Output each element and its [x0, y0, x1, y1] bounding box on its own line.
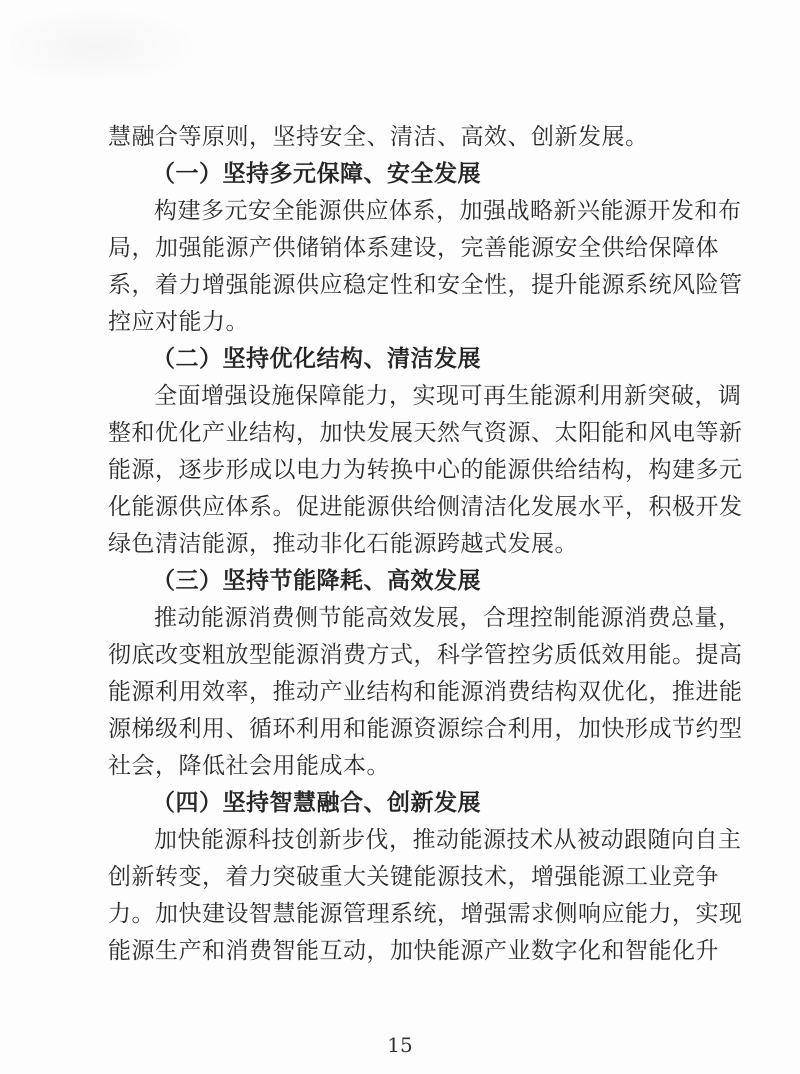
body-line: 创新转变，着力突破重大关键能源技术，增强能源工业竞争: [108, 864, 719, 890]
section-heading-3: （三）坚持节能降耗、高效发展: [152, 568, 481, 594]
body-line: 绿色清洁能源，推动非化石能源跨越式发展。: [108, 531, 578, 557]
body-line: 彻底改变粗放型能源消费方式，科学管控劣质低效用能。提高: [108, 642, 743, 668]
body-line: 力。加快建设智慧能源管理系统，增强需求侧响应能力，实现: [108, 901, 743, 927]
section-heading-1: （一）坚持多元保障、安全发展: [152, 161, 481, 187]
scan-smudge: [10, 8, 200, 78]
body-line: 全面增强设施保障能力，实现可再生能源利用新突破，调: [154, 383, 742, 409]
body-line: 慧融合等原则，坚持安全、清洁、高效、创新发展。: [108, 124, 649, 150]
body-line: 控应对能力。: [108, 309, 249, 335]
body-line: 推动能源消费侧节能高效发展，合理控制能源消费总量，: [154, 605, 742, 631]
body-line: 局，加强能源产供储销体系建设，完善能源安全供给保障体: [108, 235, 719, 261]
page-number: 15: [387, 1033, 413, 1057]
body-line: 源梯级利用、循环利用和能源资源综合利用，加快形成节约型: [108, 716, 743, 742]
body-line: 化能源供应体系。促进能源供给侧清洁化发展水平，积极开发: [108, 494, 743, 520]
body-line: 能源利用效率，推动产业结构和能源消费结构双优化，推进能: [108, 679, 743, 705]
body-line: 能源，逐步形成以电力为转换中心的能源供给结构，构建多元: [108, 457, 743, 483]
body-line: 整和优化产业结构，加快发展天然气资源、太阳能和风电等新: [108, 420, 743, 446]
section-heading-4: （四）坚持智慧融合、创新发展: [152, 790, 481, 816]
body-line: 能源生产和消费智能互动，加快能源产业数字化和智能化升: [108, 938, 719, 964]
body-line: 加快能源科技创新步伐，推动能源技术从被动跟随向自主: [154, 827, 742, 853]
document-body: [108, 119, 743, 970]
body-line: 社会，降低社会用能成本。: [108, 753, 390, 779]
body-line: 系，着力增强能源供应稳定性和安全性，提升能源系统风险管: [108, 272, 743, 298]
body-line: 构建多元安全能源供应体系，加强战略新兴能源开发和布: [154, 198, 742, 224]
section-heading-2: （二）坚持优化结构、清洁发展: [152, 346, 481, 372]
